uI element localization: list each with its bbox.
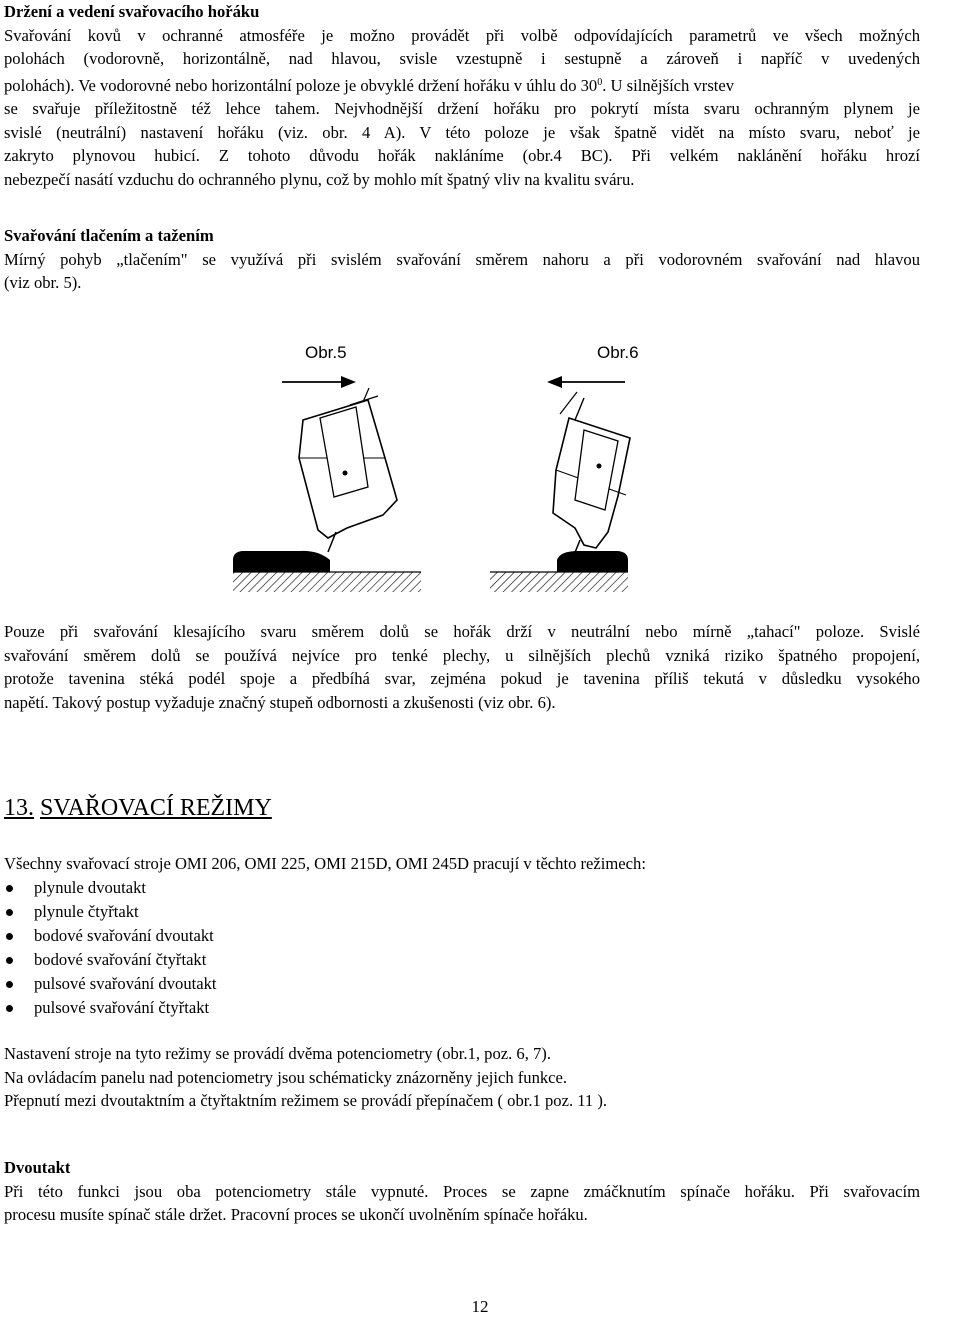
welding-torch-icon xyxy=(299,388,397,552)
figure-6 xyxy=(490,376,630,592)
paragraph-line-tail: . U silnějších vrstev xyxy=(602,75,735,95)
workpiece xyxy=(233,551,421,592)
paragraph-line: (viz obr. 5). xyxy=(4,273,82,292)
paragraph-line: Mírný pohyb „tlačením" se využívá při svislém svařování směrem nahoru a při vodorovném svařování nad hlavou xyxy=(4,249,920,269)
paragraph-line: polohách (vodorovně, horizontálně, nad hlavou, svisle vzestupně i sestupně a zároveň i napříč v uvedených xyxy=(4,49,920,68)
modes-list xyxy=(4,876,217,1020)
chapter-title: SVAŘOVACÍ REŽIMY xyxy=(40,795,272,821)
section-1 xyxy=(4,0,920,191)
figure-5 xyxy=(233,376,421,592)
paragraph-line: Při této funkci jsou oba potenciometry stále vypnuté. Proces se zapne zmáčknutím spínače hořáku. Při svařovacím xyxy=(4,1181,920,1201)
list-item: bodové svařování dvoutakt xyxy=(4,924,217,948)
list-item: plynule čtyřtakt xyxy=(4,900,217,924)
section-2-title: Svařování tlačením a tažením xyxy=(4,226,214,245)
paragraph-line: Všechny svařovací stroje OMI 206, OMI 225, OMI 215D, OMI 245D pracují v těchto režimech: xyxy=(4,854,646,873)
figure-6-label: Obr.6 xyxy=(597,343,639,362)
paragraph-line: Svařování kovů v ochranné atmosféře je možno provádět při volbě odpovídajících parametrů ve všech možných xyxy=(4,25,920,45)
paragraph-line: Pouze při svařování klesajícího svaru směrem dolů se hořák drží v neutrální nebo mírně „tahací" poloze. Svislé xyxy=(4,622,920,641)
dvoutakt-section xyxy=(4,1156,920,1227)
paragraph-line-text: polohách). Ve vodorovné nebo horizontální poloze je obvyklé držení hořáku v úhlu do 30 xyxy=(4,75,598,95)
paragraph-line: svařování směrem dolů se používá nejvíce pro tenké plechy, u silnějších plechů vzniká riziko špatného propojení, xyxy=(4,645,920,665)
arrow-right-icon xyxy=(282,376,356,388)
settings-paragraph xyxy=(4,1042,920,1113)
paragraph-line: zakryto plynovou hubicí. Z tohoto důvodu hořák nakláníme (obr.4 BC). Při velkém naklánění hořáku hrozí xyxy=(4,146,920,165)
list-item: bodové svařování čtyřtakt xyxy=(4,948,217,972)
paragraph-line: se svařuje příležitostně též lehce tahem. Nejvhodnější držení hořáku pro pokrytí místa svaru ochranným plynem je xyxy=(4,99,920,118)
page-number: 12 xyxy=(471,1297,489,1316)
paragraph-line: Na ovládacím panelu nad potenciometry jsou schématicky znázorněny jejich funkce. xyxy=(4,1067,568,1087)
arrow-left-icon xyxy=(547,376,625,388)
paragraph-line: protože tavenina stéká podél spoje a předbíhá svar, zejména pokud je tavenina příliš tekutá v důsledku vysokého xyxy=(4,669,920,688)
chapter-heading xyxy=(4,795,272,822)
section-1-title: Držení a vedení svařovacího hořáku xyxy=(4,2,260,21)
list-item: pulsové svařování čtyřtakt xyxy=(4,996,217,1020)
paragraph-line: Přepnutí mezi dvoutaktním a čtyřtaktním režimem se provádí přepínačem ( obr.1 poz. 11 ). xyxy=(4,1091,608,1110)
list-item: plynule dvoutakt xyxy=(4,876,217,900)
section-3 xyxy=(4,620,920,714)
welding-torch-icon xyxy=(553,392,630,560)
list-item: pulsové svařování dvoutakt xyxy=(4,972,217,996)
modes-intro xyxy=(4,852,920,876)
paragraph-line: Nastavení stroje na tyto režimy se provádí dvěma potenciometry (obr.1, poz. 6, 7). xyxy=(4,1044,551,1063)
chapter-number: 13. xyxy=(4,795,34,821)
paragraph-line: procesu musíte spínač stále držet. Pracovní proces se ukončí uvolněním spínače hořáku. xyxy=(4,1205,588,1224)
section-2 xyxy=(4,224,920,295)
paragraph-line: svislé (neutrální) nastavení hořáku (viz. obr. 4 A). V této poloze je však špatně vidět na místo svaru, neboť je xyxy=(4,122,920,142)
dvoutakt-title: Dvoutakt xyxy=(4,1158,71,1177)
paragraph-line: napětí. Takový postup vyžaduje značný stupeň odbornosti a zkušenosti (viz obr. 6). xyxy=(4,692,556,712)
workpiece xyxy=(490,551,628,592)
paragraph-line: nebezpečí nasátí vzduchu do ochranného plynu, což by mohlo mít špatný vliv na kvalitu sváru. xyxy=(4,169,635,189)
paragraph-line xyxy=(4,71,920,98)
superscript: 0 xyxy=(597,76,603,88)
figure-5-label: Obr.5 xyxy=(305,343,347,362)
welding-figures xyxy=(0,360,960,600)
